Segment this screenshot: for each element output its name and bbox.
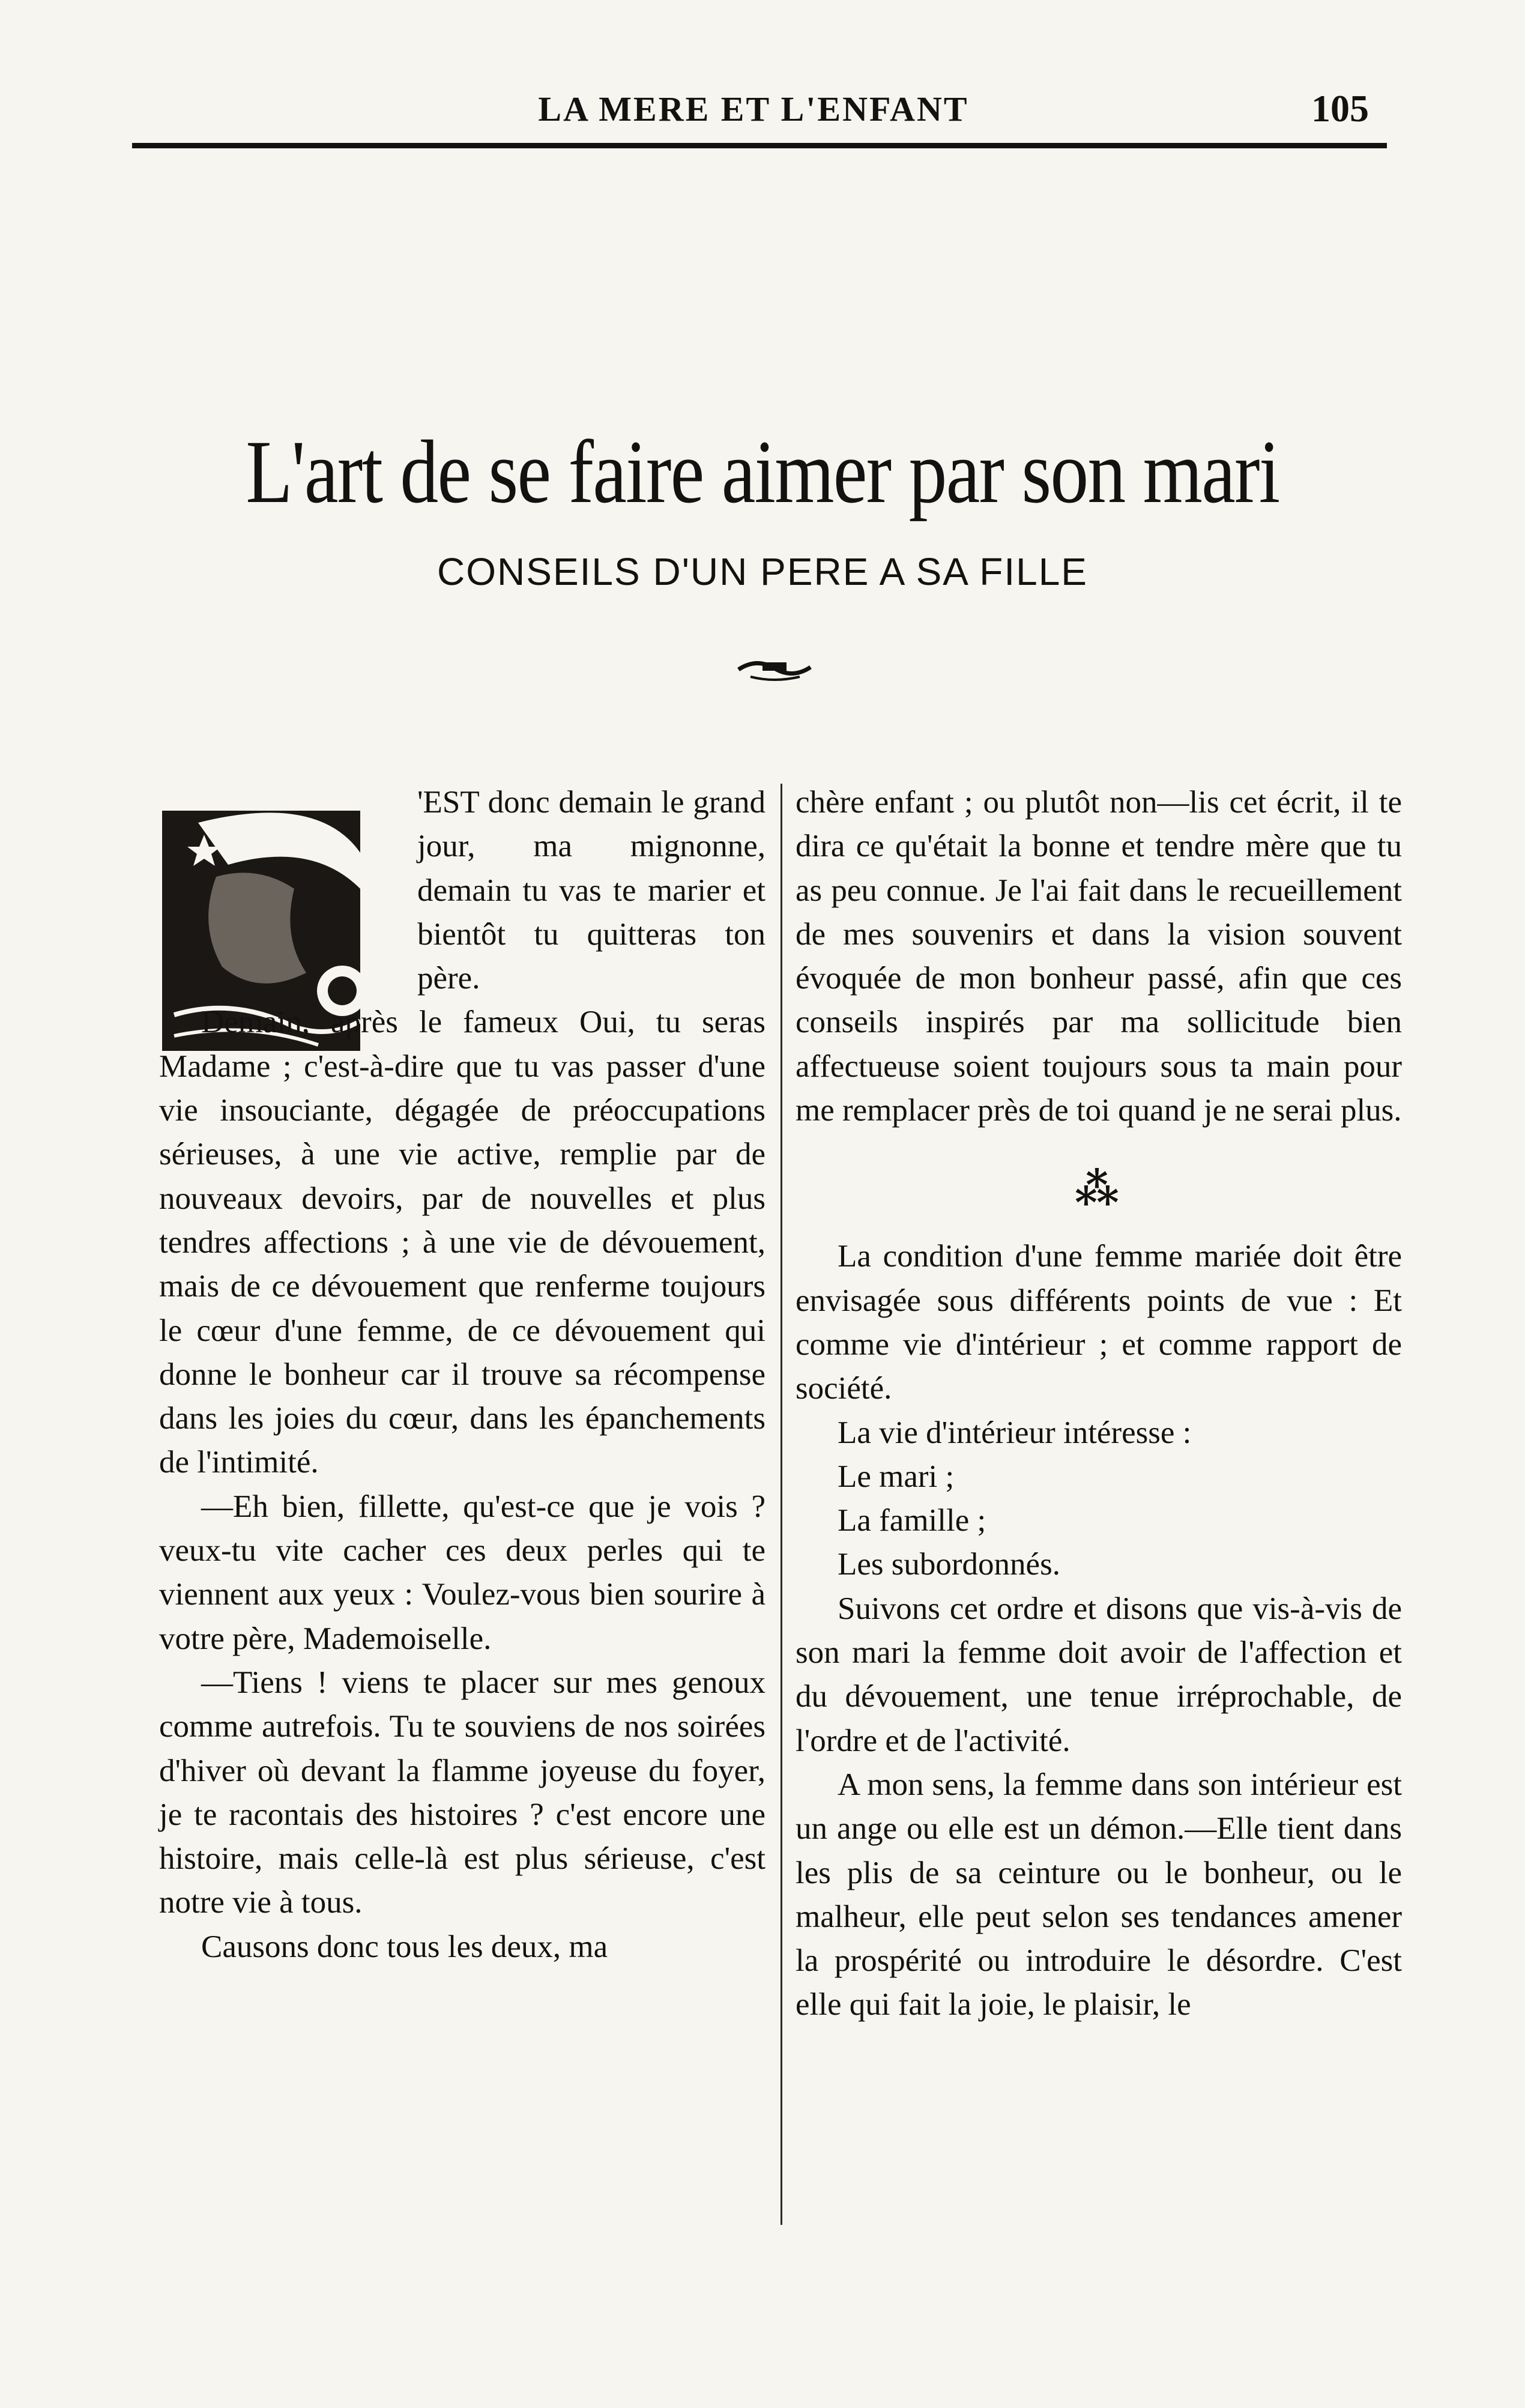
- paragraph: Suivons cet ordre et disons que vis-à-vis de son mari la femme doit avoir de l'affection et du dévouement, une tenue irréprochable, de l'ordre et de l'activité.: [796, 1591, 1402, 1758]
- list-intro: La vie d'intérieur intéresse :: [838, 1415, 1192, 1450]
- article-title: L'art de se faire aimer par son mari: [246, 422, 1279, 522]
- paragraph: Demain, après le fameux Oui, tu seras Madame ; c'est-à-dire que tu vas passer d'une vie insouciante, dégagée de préoccupations sérieuses, à une vie active, remplie par de nouveaux devoirs, par de nouvelles et plus tendres affections ; à une vie de dévouement, mais de ce dévouement que renferme toujours le cœur d'une femme, de ce dévouement qui donne le bonheur car il trouve sa récompense dans les joies du cœur, dans les épanchements de l'intimité.: [159, 1005, 766, 1480]
- running-title: LA MERE ET L'ENFANT: [538, 89, 969, 129]
- paragraph: chère enfant ; ou plutôt non—lis cet écrit, il te dira ce qu'était la bonne et tendre mère que tu as peu connue. Je l'ai fait dans le recueillement de mes souvenirs et dans la vision souvent évoquée de mon bonheur passé, afin que ces conseils inspirés par ma sollicitude bien affectueuse soient toujours sous ta main pour me remplacer près de toi quand je ne serai plus.: [796, 785, 1402, 1128]
- right-column: [796, 781, 1402, 2027]
- list-item: Le mari ;: [838, 1459, 955, 1494]
- list-item: Les subordonnés.: [838, 1547, 1060, 1582]
- paragraph: —Eh bien, fillette, qu'est-ce que je vois ? veux-tu vite cacher ces deux perles qui te viennent aux yeux : Voulez-vous bien sourire à votre père, Mademoiselle.: [159, 1489, 766, 1656]
- left-column: [159, 781, 766, 1969]
- article-subtitle: CONSEILS D'UN PERE A SA FILLE: [437, 550, 1088, 593]
- column-divider: [781, 784, 782, 2225]
- paragraph: —Tiens ! viens te placer sur mes genoux comme autrefois. Tu te souviens de nos soirées d'hiver où devant la flamme joyeuse du foyer, je te racontais des histoires ? c'est encore une histoire, mais celle-là est plus sérieuse, c'est notre vie à tous.: [159, 1665, 766, 1920]
- paragraph: La condition d'une femme mariée doit être envisagée sous différents points de vue : Et comme vie d'intérieur ; et comme rapport de société.: [796, 1239, 1402, 1406]
- page-number: 105: [1311, 87, 1369, 130]
- running-head: [132, 84, 1375, 138]
- opening-paragraph: 'EST donc demain le grand jour, ma mignonne, demain tu vas te marier et bientôt tu quitteras ton père.: [417, 785, 766, 996]
- list-item: La famille ;: [838, 1503, 986, 1538]
- asterism: ⁂: [1075, 1166, 1123, 1214]
- paragraph: A mon sens, la femme dans son intérieur est un ange ou elle est un démon.—Elle tient dans les plis de sa ceinture ou le bonheur, ou le malheur, elle peut selon ses tendances amener la prospérité ou introduire le désordre. C'est elle qui fait la joie, le plaisir, le: [796, 1767, 1402, 2022]
- paragraph: Causons donc tous les deux, ma: [201, 1929, 608, 1964]
- ornament-icon: [732, 652, 817, 688]
- header-rule: [132, 143, 1387, 148]
